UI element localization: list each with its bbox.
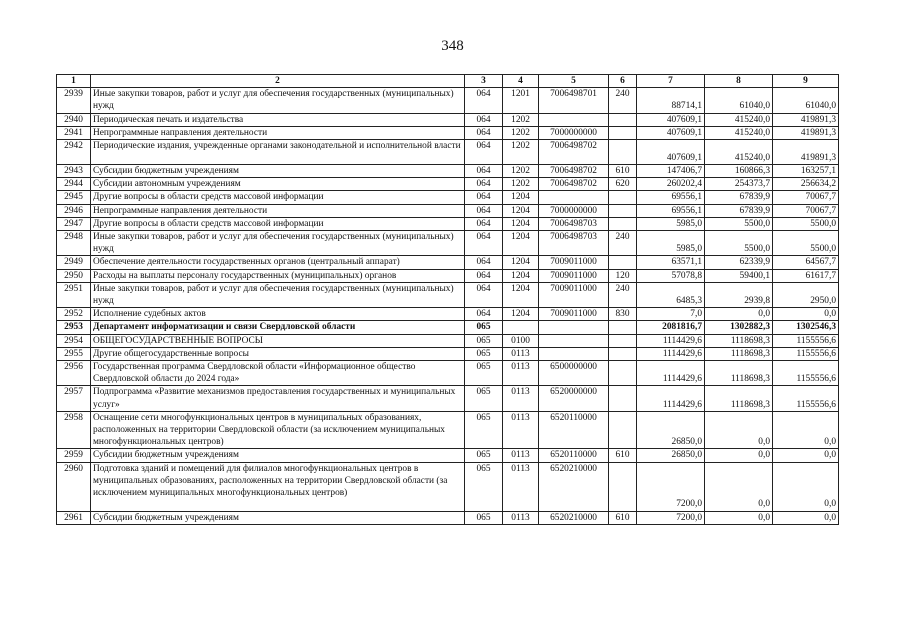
col-sum-1: 7200,0 bbox=[637, 462, 705, 511]
col-section: 1201 bbox=[503, 88, 539, 113]
col-sum-2: 160866,3 bbox=[705, 165, 773, 178]
row-description: Субсидии бюджетным учреждениям bbox=[91, 511, 465, 524]
col-sum-3: 419891,3 bbox=[773, 140, 839, 165]
col-sum-3: 0,0 bbox=[773, 411, 839, 449]
col-grbs: 065 bbox=[465, 347, 503, 360]
col-target-article bbox=[539, 191, 609, 204]
col-sum-3: 2950,0 bbox=[773, 282, 839, 307]
col-section: 0113 bbox=[503, 511, 539, 524]
col-sum-2: 0,0 bbox=[705, 511, 773, 524]
col-header: 3 bbox=[465, 75, 503, 88]
col-sum-3: 0,0 bbox=[773, 511, 839, 524]
row-description: Иные закупки товаров, работ и услуг для обеспечения государственных (муниципальных) нужд bbox=[91, 88, 465, 113]
col-sum-1: 1114429,6 bbox=[637, 386, 705, 411]
col-grbs: 064 bbox=[465, 126, 503, 139]
col-expense-type: 120 bbox=[609, 269, 637, 282]
col-expense-type bbox=[609, 334, 637, 347]
col-expense-type bbox=[609, 411, 637, 449]
col-grbs: 064 bbox=[465, 204, 503, 217]
col-expense-type: 610 bbox=[609, 165, 637, 178]
col-header: 8 bbox=[705, 75, 773, 88]
col-section: 1204 bbox=[503, 231, 539, 256]
col-grbs: 065 bbox=[465, 511, 503, 524]
col-sum-1: 407609,1 bbox=[637, 140, 705, 165]
row-number: 2939 bbox=[57, 88, 91, 113]
col-grbs: 065 bbox=[465, 321, 503, 334]
col-expense-type: 620 bbox=[609, 178, 637, 191]
table-row bbox=[57, 113, 839, 126]
col-section: 0113 bbox=[503, 411, 539, 449]
col-section: 1202 bbox=[503, 165, 539, 178]
row-description: Обеспечение деятельности государственных органов (центральный аппарат) bbox=[91, 256, 465, 269]
col-grbs: 065 bbox=[465, 462, 503, 511]
row-number: 2950 bbox=[57, 269, 91, 282]
row-number: 2954 bbox=[57, 334, 91, 347]
col-sum-2: 415240,0 bbox=[705, 126, 773, 139]
col-target-article: 7009011000 bbox=[539, 269, 609, 282]
col-sum-2: 0,0 bbox=[705, 411, 773, 449]
col-grbs: 064 bbox=[465, 217, 503, 230]
row-number: 2949 bbox=[57, 256, 91, 269]
col-target-article: 7000000000 bbox=[539, 126, 609, 139]
table-row bbox=[57, 511, 839, 524]
col-sum-1: 7200,0 bbox=[637, 511, 705, 524]
col-sum-1: 2081816,7 bbox=[637, 321, 705, 334]
row-number: 2952 bbox=[57, 308, 91, 321]
col-section: 0113 bbox=[503, 462, 539, 511]
table-row bbox=[57, 126, 839, 139]
col-sum-3: 1155556,6 bbox=[773, 334, 839, 347]
col-sum-3: 70067,7 bbox=[773, 204, 839, 217]
col-grbs: 064 bbox=[465, 308, 503, 321]
col-sum-1: 6485,3 bbox=[637, 282, 705, 307]
table-row bbox=[57, 449, 839, 462]
row-number: 2944 bbox=[57, 178, 91, 191]
col-sum-1: 57078,8 bbox=[637, 269, 705, 282]
row-number: 2957 bbox=[57, 386, 91, 411]
col-sum-3: 0,0 bbox=[773, 462, 839, 511]
row-number: 2946 bbox=[57, 204, 91, 217]
row-description: Субсидии бюджетным учреждениям bbox=[91, 449, 465, 462]
table-row bbox=[57, 217, 839, 230]
col-grbs: 064 bbox=[465, 269, 503, 282]
col-target-article: 7006498703 bbox=[539, 217, 609, 230]
col-target-article: 6520110000 bbox=[539, 411, 609, 449]
table-row bbox=[57, 347, 839, 360]
col-sum-2: 1302882,3 bbox=[705, 321, 773, 334]
row-number: 2940 bbox=[57, 113, 91, 126]
col-header: 7 bbox=[637, 75, 705, 88]
col-sum-2: 67839,9 bbox=[705, 204, 773, 217]
row-number: 2956 bbox=[57, 361, 91, 386]
col-expense-type bbox=[609, 113, 637, 126]
table-row bbox=[57, 204, 839, 217]
col-section: 0113 bbox=[503, 386, 539, 411]
col-expense-type: 240 bbox=[609, 231, 637, 256]
col-grbs: 065 bbox=[465, 449, 503, 462]
col-grbs: 064 bbox=[465, 140, 503, 165]
col-target-article bbox=[539, 113, 609, 126]
row-number: 2960 bbox=[57, 462, 91, 511]
table-row bbox=[57, 361, 839, 386]
col-expense-type bbox=[609, 462, 637, 511]
col-sum-1: 260202,4 bbox=[637, 178, 705, 191]
row-description: Субсидии бюджетным учреждениям bbox=[91, 165, 465, 178]
col-header: 9 bbox=[773, 75, 839, 88]
col-sum-1: 407609,1 bbox=[637, 113, 705, 126]
col-sum-2: 0,0 bbox=[705, 462, 773, 511]
col-section: 1204 bbox=[503, 217, 539, 230]
col-sum-2: 0,0 bbox=[705, 449, 773, 462]
col-target-article: 6520210000 bbox=[539, 511, 609, 524]
row-number: 2959 bbox=[57, 449, 91, 462]
col-sum-1: 26850,0 bbox=[637, 449, 705, 462]
col-sum-2: 5500,0 bbox=[705, 217, 773, 230]
col-sum-2: 0,0 bbox=[705, 308, 773, 321]
col-section: 1202 bbox=[503, 140, 539, 165]
col-section: 1204 bbox=[503, 282, 539, 307]
col-section: 1202 bbox=[503, 126, 539, 139]
col-target-article: 7006498702 bbox=[539, 165, 609, 178]
col-sum-1: 69556,1 bbox=[637, 204, 705, 217]
col-sum-1: 5985,0 bbox=[637, 231, 705, 256]
table-row bbox=[57, 231, 839, 256]
row-number: 2958 bbox=[57, 411, 91, 449]
table-row bbox=[57, 269, 839, 282]
header-row bbox=[57, 75, 839, 88]
col-target-article: 6520210000 bbox=[539, 462, 609, 511]
row-number: 2943 bbox=[57, 165, 91, 178]
col-sum-2: 1118698,3 bbox=[705, 347, 773, 360]
row-description: Периодические издания, учрежденные органами законодательной и исполнительной власти bbox=[91, 140, 465, 165]
col-grbs: 064 bbox=[465, 113, 503, 126]
table-row bbox=[57, 308, 839, 321]
col-expense-type bbox=[609, 256, 637, 269]
col-header: 1 bbox=[57, 75, 91, 88]
col-grbs: 064 bbox=[465, 88, 503, 113]
row-description: Другие общегосударственные вопросы bbox=[91, 347, 465, 360]
row-number: 2945 bbox=[57, 191, 91, 204]
col-target-article bbox=[539, 321, 609, 334]
col-grbs: 064 bbox=[465, 165, 503, 178]
col-sum-3: 0,0 bbox=[773, 308, 839, 321]
row-description: Подпрограмма «Развитие механизмов предоставления государственных и муниципальных услуг» bbox=[91, 386, 465, 411]
col-target-article: 6520000000 bbox=[539, 386, 609, 411]
col-sum-3: 1155556,6 bbox=[773, 386, 839, 411]
col-sum-3: 1155556,6 bbox=[773, 347, 839, 360]
col-grbs: 064 bbox=[465, 231, 503, 256]
row-description: Субсидии автономным учреждениям bbox=[91, 178, 465, 191]
col-sum-2: 254373,7 bbox=[705, 178, 773, 191]
col-header: 6 bbox=[609, 75, 637, 88]
col-grbs: 064 bbox=[465, 191, 503, 204]
col-sum-2: 1118698,3 bbox=[705, 334, 773, 347]
col-target-article: 7009011000 bbox=[539, 282, 609, 307]
col-sum-1: 1114429,6 bbox=[637, 361, 705, 386]
table-row bbox=[57, 191, 839, 204]
col-sum-1: 26850,0 bbox=[637, 411, 705, 449]
row-description: Подготовка зданий и помещений для филиалов многофункциональных центров в муниципальных образованиях, расположенных на территории Свердловской области (за исключением муниципальных многофункциональных центров) bbox=[91, 462, 465, 511]
col-target-article: 6520110000 bbox=[539, 449, 609, 462]
col-sum-3: 61617,7 bbox=[773, 269, 839, 282]
col-grbs: 064 bbox=[465, 178, 503, 191]
col-sum-3: 256634,2 bbox=[773, 178, 839, 191]
col-sum-3: 419891,3 bbox=[773, 126, 839, 139]
row-description: Департамент информатизации и связи Свердловской области bbox=[91, 321, 465, 334]
col-sum-3: 61040,0 bbox=[773, 88, 839, 113]
row-description: Иные закупки товаров, работ и услуг для обеспечения государственных (муниципальных) нужд bbox=[91, 282, 465, 307]
col-section: 0100 bbox=[503, 334, 539, 347]
col-target-article bbox=[539, 347, 609, 360]
row-number: 2953 bbox=[57, 321, 91, 334]
col-sum-1: 88714,1 bbox=[637, 88, 705, 113]
col-sum-2: 1118698,3 bbox=[705, 386, 773, 411]
col-expense-type: 240 bbox=[609, 88, 637, 113]
row-description: Периодическая печать и издательства bbox=[91, 113, 465, 126]
col-expense-type bbox=[609, 361, 637, 386]
row-description: Иные закупки товаров, работ и услуг для обеспечения государственных (муниципальных) нужд bbox=[91, 231, 465, 256]
col-sum-2: 61040,0 bbox=[705, 88, 773, 113]
col-section: 1204 bbox=[503, 256, 539, 269]
col-section: 1202 bbox=[503, 178, 539, 191]
col-sum-2: 415240,0 bbox=[705, 140, 773, 165]
col-sum-3: 70067,7 bbox=[773, 191, 839, 204]
row-description: Оснащение сети многофункциональных центров в муниципальных образованиях, расположенных на территории Свердловской области (за исключением муниципальных многофункциональных центров) bbox=[91, 411, 465, 449]
row-description: Расходы на выплаты персоналу государственных (муниципальных) органов bbox=[91, 269, 465, 282]
row-number: 2941 bbox=[57, 126, 91, 139]
col-sum-1: 407609,1 bbox=[637, 126, 705, 139]
col-sum-3: 1155556,6 bbox=[773, 361, 839, 386]
row-number: 2951 bbox=[57, 282, 91, 307]
row-description: ОБЩЕГОСУДАРСТВЕННЫЕ ВОПРОСЫ bbox=[91, 334, 465, 347]
table-row bbox=[57, 386, 839, 411]
col-section: 0113 bbox=[503, 449, 539, 462]
row-number: 2942 bbox=[57, 140, 91, 165]
col-section: 0113 bbox=[503, 347, 539, 360]
row-number: 2948 bbox=[57, 231, 91, 256]
col-sum-3: 5500,0 bbox=[773, 217, 839, 230]
col-sum-2: 5500,0 bbox=[705, 231, 773, 256]
table-row bbox=[57, 462, 839, 511]
row-description: Другие вопросы в области средств массовой информации bbox=[91, 217, 465, 230]
col-section: 1204 bbox=[503, 191, 539, 204]
row-number: 2955 bbox=[57, 347, 91, 360]
col-grbs: 065 bbox=[465, 361, 503, 386]
col-expense-type bbox=[609, 321, 637, 334]
col-target-article: 6500000000 bbox=[539, 361, 609, 386]
col-expense-type bbox=[609, 386, 637, 411]
col-target-article: 7006498701 bbox=[539, 88, 609, 113]
row-description: Непрограммные направления деятельности bbox=[91, 204, 465, 217]
col-sum-3: 0,0 bbox=[773, 449, 839, 462]
col-expense-type bbox=[609, 217, 637, 230]
col-target-article: 7009011000 bbox=[539, 256, 609, 269]
row-description: Непрограммные направления деятельности bbox=[91, 126, 465, 139]
col-sum-1: 147406,7 bbox=[637, 165, 705, 178]
col-sum-1: 1114429,6 bbox=[637, 347, 705, 360]
col-header: 4 bbox=[503, 75, 539, 88]
col-expense-type: 830 bbox=[609, 308, 637, 321]
col-grbs: 065 bbox=[465, 386, 503, 411]
table-row bbox=[57, 178, 839, 191]
col-target-article: 7006498703 bbox=[539, 231, 609, 256]
col-section: 1204 bbox=[503, 269, 539, 282]
col-sum-3: 64567,7 bbox=[773, 256, 839, 269]
col-expense-type: 240 bbox=[609, 282, 637, 307]
table-row bbox=[57, 411, 839, 449]
row-description: Государственная программа Свердловской области «Информационное общество Свердловской области до 2024 года» bbox=[91, 361, 465, 386]
table-row bbox=[57, 334, 839, 347]
col-sum-2: 415240,0 bbox=[705, 113, 773, 126]
col-sum-3: 163257,1 bbox=[773, 165, 839, 178]
col-section: 0113 bbox=[503, 361, 539, 386]
table-row bbox=[57, 88, 839, 113]
col-sum-3: 1302546,3 bbox=[773, 321, 839, 334]
col-grbs: 065 bbox=[465, 411, 503, 449]
col-header: 2 bbox=[91, 75, 465, 88]
col-expense-type bbox=[609, 126, 637, 139]
col-sum-1: 1114429,6 bbox=[637, 334, 705, 347]
row-number: 2947 bbox=[57, 217, 91, 230]
row-description: Другие вопросы в области средств массовой информации bbox=[91, 191, 465, 204]
col-section bbox=[503, 321, 539, 334]
col-target-article bbox=[539, 334, 609, 347]
table-row bbox=[57, 321, 839, 334]
table-row bbox=[57, 140, 839, 165]
page-number: 348 bbox=[441, 38, 464, 54]
col-sum-1: 7,0 bbox=[637, 308, 705, 321]
col-sum-2: 1118698,3 bbox=[705, 361, 773, 386]
col-target-article: 7006498702 bbox=[539, 178, 609, 191]
col-target-article: 7009011000 bbox=[539, 308, 609, 321]
table-row bbox=[57, 282, 839, 307]
col-grbs: 064 bbox=[465, 282, 503, 307]
col-expense-type bbox=[609, 140, 637, 165]
table-row bbox=[57, 165, 839, 178]
row-number: 2961 bbox=[57, 511, 91, 524]
col-grbs: 065 bbox=[465, 334, 503, 347]
budget-table bbox=[56, 74, 839, 525]
col-header: 5 bbox=[539, 75, 609, 88]
col-target-article: 7000000000 bbox=[539, 204, 609, 217]
col-section: 1204 bbox=[503, 308, 539, 321]
col-expense-type bbox=[609, 191, 637, 204]
col-sum-3: 419891,3 bbox=[773, 113, 839, 126]
col-sum-2: 2939,8 bbox=[705, 282, 773, 307]
col-sum-2: 67839,9 bbox=[705, 191, 773, 204]
col-sum-2: 62339,9 bbox=[705, 256, 773, 269]
col-section: 1204 bbox=[503, 204, 539, 217]
col-sum-1: 69556,1 bbox=[637, 191, 705, 204]
col-expense-type: 610 bbox=[609, 449, 637, 462]
col-target-article: 7006498702 bbox=[539, 140, 609, 165]
col-grbs: 064 bbox=[465, 256, 503, 269]
col-sum-1: 5985,0 bbox=[637, 217, 705, 230]
col-expense-type bbox=[609, 347, 637, 360]
col-expense-type bbox=[609, 204, 637, 217]
col-section: 1202 bbox=[503, 113, 539, 126]
row-description: Исполнение судебных актов bbox=[91, 308, 465, 321]
col-sum-3: 5500,0 bbox=[773, 231, 839, 256]
col-expense-type: 610 bbox=[609, 511, 637, 524]
col-sum-1: 63571,1 bbox=[637, 256, 705, 269]
table-row bbox=[57, 256, 839, 269]
col-sum-2: 59400,1 bbox=[705, 269, 773, 282]
